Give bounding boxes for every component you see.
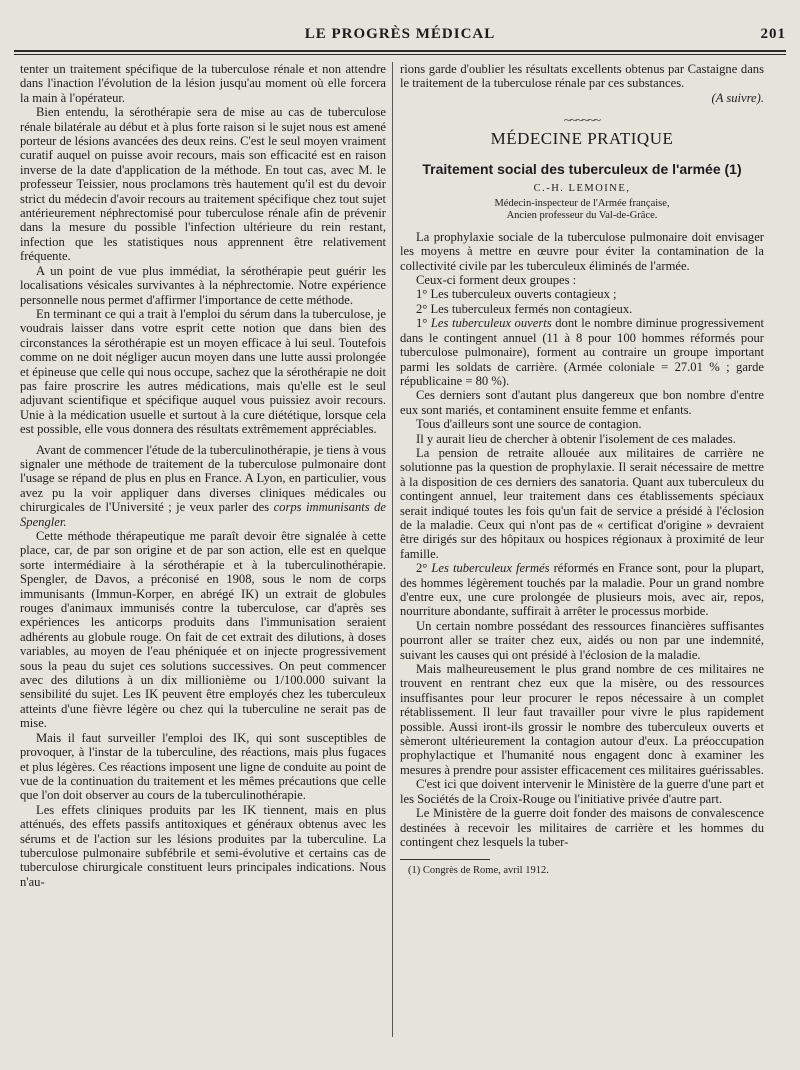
left-column (20, 62, 386, 1062)
paragraph: Il y aurait lieu de chercher à obtenir l'isolement de ces malades. (416, 431, 736, 446)
paragraph-text: Avant de commencer l'étude de la tuberculinothérapie, je tiens à vous signaler une méthode de traitement de la tuberculose pulmonaire dont l'usage se répand de plus en plus en France. A Lyon, en particulier, vous avez pu la voir appliquer dans diverses cliniques médicales ou chirurgicales de l'Université ; je veux parler des (20, 442, 386, 515)
paragraph-number: 2° (416, 561, 432, 576)
paragraph (400, 561, 764, 619)
paragraph: Ces derniers sont d'autant plus dangereux que bon nombre d'entre eux sont mariés, et contaminent ensuite femme et enfants. (400, 388, 764, 417)
page-header (14, 26, 786, 48)
column-divider (392, 62, 393, 1037)
list-item: 2° Les tuberculeux fermés non contagieux. (416, 301, 633, 316)
header-rule (14, 50, 786, 52)
paragraph: C'est ici que doivent intervenir le Ministère de la guerre d'une part et les Sociétés de la Croix-Rouge ou l'initiative privée d'autre part. (400, 777, 764, 806)
right-column (400, 62, 764, 1062)
paragraph: La pension de retraite allouée aux militaires de carrière ne solutionne pas la question de prophylaxie. Il serait nécessaire de mettre à la disposition de ces derniers des sanatoria. Quant aux tuberculeux du contingent annuel, leur traitement dans ces établissements spéciaux serait indiqué toutes les fois qu'un fait de service a présidé à l'éclosion de la maladie. Ceux qui n'ont pas de « certificat d'origine » devraient être dirigés sur des hôpitaux ou hospices régionaux à proximité de leur famille. (400, 445, 764, 561)
italic-term: corps immunisants de Spengler. (20, 500, 386, 529)
footnote-rule (400, 859, 490, 860)
paragraph: Ceux-ci forment deux groupes : (416, 273, 577, 288)
paragraph: Les effets cliniques produits par les IK tiennent, mais en plus atténués, des effets passifs antitoxiques et généraux obtenus avec les sérums et de l'action sur les lésions produites par la tuberculine. La tuberculose pulmonaire subfébrile et semi-évolutive et certains cas de tuberculose chirurgicale constituent leurs principales indications. Nous n'au- (20, 802, 386, 889)
paragraph: Le Ministère de la guerre doit fonder des maisons de convalescence destinées à recevoir les militaires de carrière et les hommes du contingent chez lesquels la tuber- (400, 806, 764, 849)
list-item: 1° Les tuberculeux ouverts contagieux ; (416, 287, 617, 302)
author-title-line: Médecin-inspecteur de l'Armée française, (494, 197, 670, 209)
author-title-line: Ancien professeur du Val-de-Grâce. (506, 209, 658, 221)
paragraph: Cette méthode thérapeutique me paraît devoir être signalée à cette place, car, de par son origine et de par son action, elle est en quelque sorte intermédiaire à la sérothérapie et à la tuberculinothérapie. Spengler, de Davos, a préconisé en 1908, sous le nom de corps immunisants (Immun-Korper, en abrégé IK) un extrait de globules rouges d'animaux immunisés contre la tuberculose, car d'après ses expériences les anticorps produits dans l'immunisation seraient adhérents au globule rouge. On fait de cet extrait des dilutions, à doses variables, au moyen de l'eau phéniquée et on injecte progressivement sous la peau du sujet ces solutions successives. On peut commencer avec des dilutions à un dix millionième ou 1/100.000 suivant la sensibilité du sujet. Les IK peuvent être employés chez les tuberculeux atteints d'une fièvre légère ou chez qui la tuberculine ne serait pas de mise. (20, 529, 386, 731)
journal-title: LE PROGRÈS MÉDICAL (304, 26, 496, 42)
paragraph: Un certain nombre possédant des ressources financières suffisantes pourront aller se traiter chez eux, aidés ou non par une indemnité, suivant les causes qui ont présidé à l'éclosion de la maladie. (400, 618, 764, 662)
header-rule-thin (14, 54, 786, 55)
paragraph: Mais malheureusement le plus grand nombre de ces militaires ne trouvent en rentrant chez eux que la misère, ou des ressources insuffisantes pour leur procurer le repos nécessaire à un complet rétablissement. Il leur faut travailler pour vivre le plus rapidement possible. Aussi iront-ils grossir le nombre des tuberculeux ouverts et sèmeront ultérieurement la contagion autour d'eux. La préoccupation prophylactique et l'humanité nous engagent donc à examiner les mesures à prendre pour assister efficacement ces militaires guérissables. (400, 662, 764, 777)
paragraph: Mais il faut surveiller l'emploi des IK, qui sont susceptibles de provoquer, à l'instar de la tuberculine, des réactions, mais plus fugaces et plus légères. Ces réactions imposent une ligne de conduite au point de vue de la continuation du traitement et les mêmes précautions que celle que l'on doit observer au cours de la tuberculinothérapie. (20, 730, 386, 803)
page-number: 201 (760, 26, 786, 42)
paragraph (20, 443, 386, 529)
paragraph: rions garde d'oublier les résultats excellents obtenus par Castaigne dans le traitement de la tuberculose rénale par ces substances. (400, 62, 764, 91)
paragraph: Tous d'ailleurs sont une source de contagion. (416, 417, 642, 432)
footnote: (1) Congrès de Rome, avril 1912. (408, 865, 549, 877)
article-title: Traitement social des tuberculeux de l'armée (1) (422, 161, 742, 178)
paragraph (400, 316, 764, 388)
paragraph: tenter un traitement spécifique de la tuberculose rénale et non attendre dans l'inaction l'évolution de la lésion jusqu'au moment où elle forcera la main à l'opérateur. (20, 62, 386, 105)
italic-term: Les tuberculeux ouverts (430, 316, 552, 331)
section-heading: MÉDECINE PRATIQUE (490, 128, 674, 148)
paragraph: A un point de vue plus immédiat, la sérothérapie peut guérir les localisations vésicales survivantes à la néphrectomie. Notre expérience personnelle nous permet d'affirmer l'importance de cette méthode. (20, 263, 386, 307)
paragraph: La prophylaxie sociale de la tuberculose pulmonaire doit envisager les moyens à mettre en œuvre pour éviter la contamination de la collectivité civile par les tuberculeux éliminés de l'armée. (400, 229, 764, 273)
author-titles (400, 198, 764, 222)
paragraph-text: réformés en France sont, pour la plupart, des hommes légèrement touchés par la maladie. Pour un grand nombre d'entre eux, une cure prolongée de plusieurs mois, avec air, repos, nourriture abondante, suffirait à arrêter le processus morbide. (400, 561, 764, 619)
paragraph: Bien entendu, la sérothérapie sera de mise au cas de tuberculose rénale bilatérale au début et à plus forte raison si le sujet nous est amené porteur de lésions avancées des deux reins. C'est le seul moyen vraiment curatif auquel on puisse avoir recours, mais son efficacité est en raison inverse de la date d'application de la méthode. En tout cas, avec M. le professeur Teissier, nous proclamons très hautement qu'il est du devoir strict du médecin d'avoir recours au traitement spécifique chez tout sujet antérieurement néphrectomisé pour tuberculose rénale afin de prévenir dans la mesure du possible l'infection ultérieure du rein restant, infection que les statistiques nous apprennent être relativement fréquente. (20, 105, 386, 264)
to-be-continued-text: (A suivre). (711, 90, 764, 105)
italic-term: Les tuberculeux fermés (431, 561, 550, 576)
section-ornament: ~~~~~~ (563, 112, 601, 128)
paragraph: En terminant ce qui a trait à l'emploi du sérum dans la tuberculose, je voudrais laisser dans votre esprit cette notion que dans bien des circonstances la sérothérapie est un moyen efficace à lui seul. Toutefois comme on ne doit négliger aucun moyen dans une lutte aussi prolongée et épineuse que celle qui nous occupe, sachez que la sérothérapie ne doit pas faire proscrire les autres médications, mais qu'elle est le seul adjuvant scientifique et spécifique auquel vous puissiez avoir recours. Unie à la médication usuelle et surtout à la cure diététique, lorsque cela est possible, elle vous donnera des résultats extrêmement appréciables. (20, 306, 386, 437)
author-name: C.-H. LEMOINE, (533, 183, 631, 195)
to-be-continued (400, 91, 764, 105)
paragraph-number: 1° (416, 316, 431, 331)
paragraph-text: dont le nombre diminue progressivement dans le contingent annuel (11 à 8 pour 100 hommes réformés pour tuberculose pulmonaire), forment au contraire un groupe important parmi les soldats de carrière. (Armée coloniale = 27.01 % ; garde républicaine = 80 %). (400, 316, 764, 388)
